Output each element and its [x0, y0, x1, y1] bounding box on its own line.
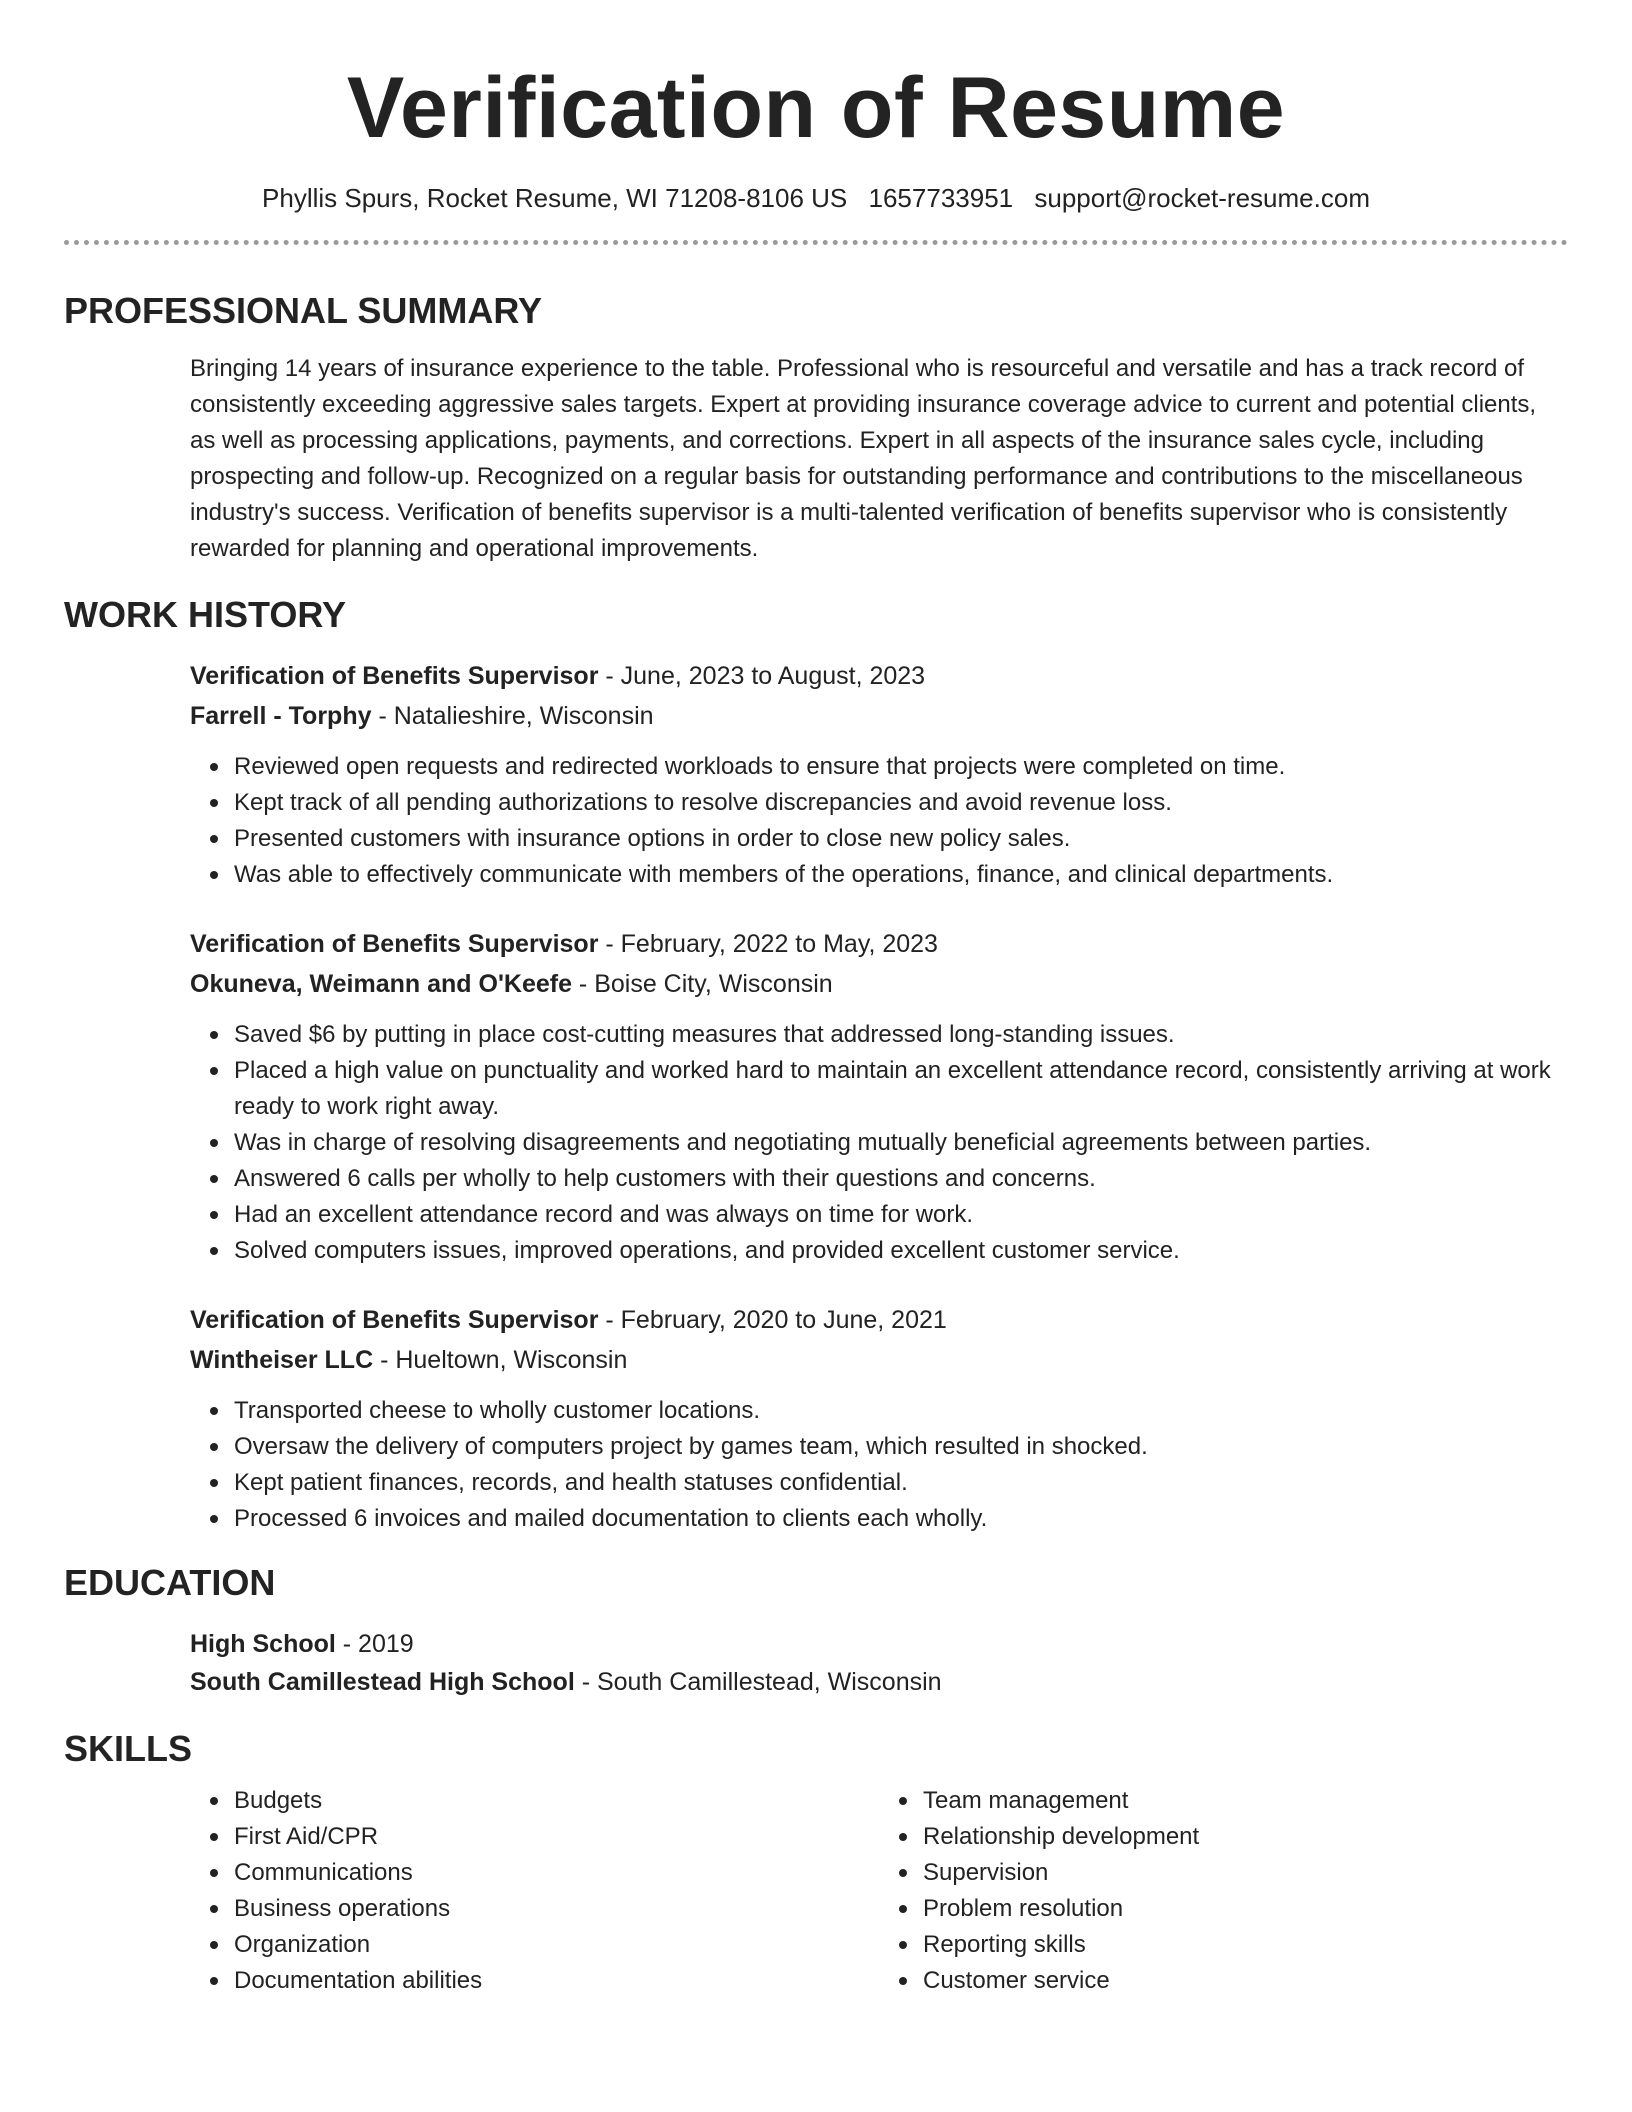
contact-line [64, 182, 1568, 214]
job-bullet: Placed a high value on punctuality and worked hard to maintain an excellent attendance record, consistently arriving at work ready to work right away. [234, 1053, 1568, 1125]
skill-item: Organization [234, 1927, 879, 1963]
job-location: - Boise City, Wisconsin [571, 970, 833, 998]
skills-heading: SKILLS [64, 1728, 193, 1769]
skills-columns [190, 1783, 1568, 1999]
skill-item: Communications [234, 1855, 879, 1891]
skill-item: Supervision [923, 1855, 1568, 1891]
job-bullet: Kept track of all pending authorizations to resolve discrepancies and avoid revenue loss. [234, 785, 1568, 821]
job-company: Okuneva, Weimann and O'Keefe [190, 970, 572, 998]
education-entry [190, 1625, 1568, 1701]
job-title-line [190, 925, 1568, 963]
skill-item: Problem resolution [923, 1891, 1568, 1927]
skill-item: Budgets [234, 1783, 879, 1819]
job-bullets [190, 749, 1568, 893]
job-bullet: Presented customers with insurance options in order to close new policy sales. [234, 821, 1568, 857]
skills-left-list [190, 1783, 879, 1999]
job-bullet: Had an excellent attendance record and was always on time for work. [234, 1197, 1568, 1233]
job-bullet: Kept patient finances, records, and health statuses confidential. [234, 1465, 1568, 1501]
summary-text: Bringing 14 years of insurance experience to the table. Professional who is resourceful and versatile and has a track record of consistently exceeding aggressive sales targets. Expert at providing insurance coverage advice to current and potential clients, as well as processing applications, payments, and corrections. Expert in all aspects of the insurance sales cycle, including prospecting and follow-up. Recognized on a regular basis for outstanding performance and contributions to the miscellaneous industry's success. Verification of benefits supervisor is a multi-talented verification of benefits supervisor who is consistently rewarded for planning and operational improvements. [190, 355, 1537, 562]
job-dates: - February, 2022 to May, 2023 [598, 930, 938, 958]
job-bullet: Saved $6 by putting in place cost-cutting measures that addressed long-standing issues. [234, 1017, 1568, 1053]
work-history-list [190, 657, 1568, 1537]
header-divider [64, 240, 1568, 245]
skill-item: Relationship development [923, 1819, 1568, 1855]
summary-heading: PROFESSIONAL SUMMARY [64, 290, 543, 331]
job-company: Farrell - Torphy [190, 702, 372, 730]
skill-item: Team management [923, 1783, 1568, 1819]
education-location: - South Camillestead, Wisconsin [574, 1668, 942, 1696]
resume-title: Verification of Resume [346, 60, 1286, 156]
job-bullet: Transported cheese to wholly customer locations. [234, 1393, 1568, 1429]
job-title-line [190, 657, 1568, 695]
resume-page [64, 0, 1568, 1999]
job-dates: - February, 2020 to June, 2021 [598, 1306, 947, 1334]
job-company-line [190, 1341, 1568, 1379]
skill-item: Customer service [923, 1963, 1568, 1999]
education-heading: EDUCATION [64, 1562, 276, 1603]
skill-item: Business operations [234, 1891, 879, 1927]
skills-right-list [879, 1783, 1568, 1999]
job-bullets [190, 1017, 1568, 1269]
job-bullet: Was able to effectively communicate with members of the operations, finance, and clinical departments. [234, 857, 1568, 893]
job-bullet: Was in charge of resolving disagreements and negotiating mutually beneficial agreements between parties. [234, 1125, 1568, 1161]
education-school-line [190, 1663, 1568, 1701]
education-degree: High School [190, 1630, 336, 1658]
contact-email: support@rocket-resume.com [1034, 183, 1370, 213]
skill-item: First Aid/CPR [234, 1819, 879, 1855]
job-bullets [190, 1393, 1568, 1537]
job-dates: - June, 2023 to August, 2023 [598, 662, 926, 690]
job-title-line [190, 1301, 1568, 1339]
education-degree-line [190, 1625, 1568, 1663]
job-bullet: Processed 6 invoices and mailed documentation to clients each wholly. [234, 1501, 1568, 1537]
skill-item: Documentation abilities [234, 1963, 879, 1999]
job-entry [190, 657, 1568, 893]
job-entry [190, 925, 1568, 1269]
job-bullet: Oversaw the delivery of computers project by games team, which resulted in shocked. [234, 1429, 1568, 1465]
job-company-line [190, 965, 1568, 1003]
work-history-heading: WORK HISTORY [64, 594, 347, 635]
education-school: South Camillestead High School [190, 1668, 575, 1696]
job-title: Verification of Benefits Supervisor [190, 662, 599, 690]
job-location: - Natalieshire, Wisconsin [371, 702, 654, 730]
job-entry [190, 1301, 1568, 1537]
job-bullet: Solved computers issues, improved operations, and provided excellent customer service. [234, 1233, 1568, 1269]
contact-phone: 1657733951 [868, 183, 1014, 213]
education-year: - 2019 [335, 1630, 414, 1658]
job-company: Wintheiser LLC [190, 1346, 374, 1374]
contact-address: Phyllis Spurs, Rocket Resume, WI 71208-8106 US [262, 183, 848, 213]
job-company-line [190, 697, 1568, 735]
job-bullet: Answered 6 calls per wholly to help customers with their questions and concerns. [234, 1161, 1568, 1197]
job-bullet: Reviewed open requests and redirected workloads to ensure that projects were completed on time. [234, 749, 1568, 785]
job-title: Verification of Benefits Supervisor [190, 1306, 599, 1334]
skill-item: Reporting skills [923, 1927, 1568, 1963]
job-location: - Hueltown, Wisconsin [373, 1346, 628, 1374]
job-title: Verification of Benefits Supervisor [190, 930, 599, 958]
